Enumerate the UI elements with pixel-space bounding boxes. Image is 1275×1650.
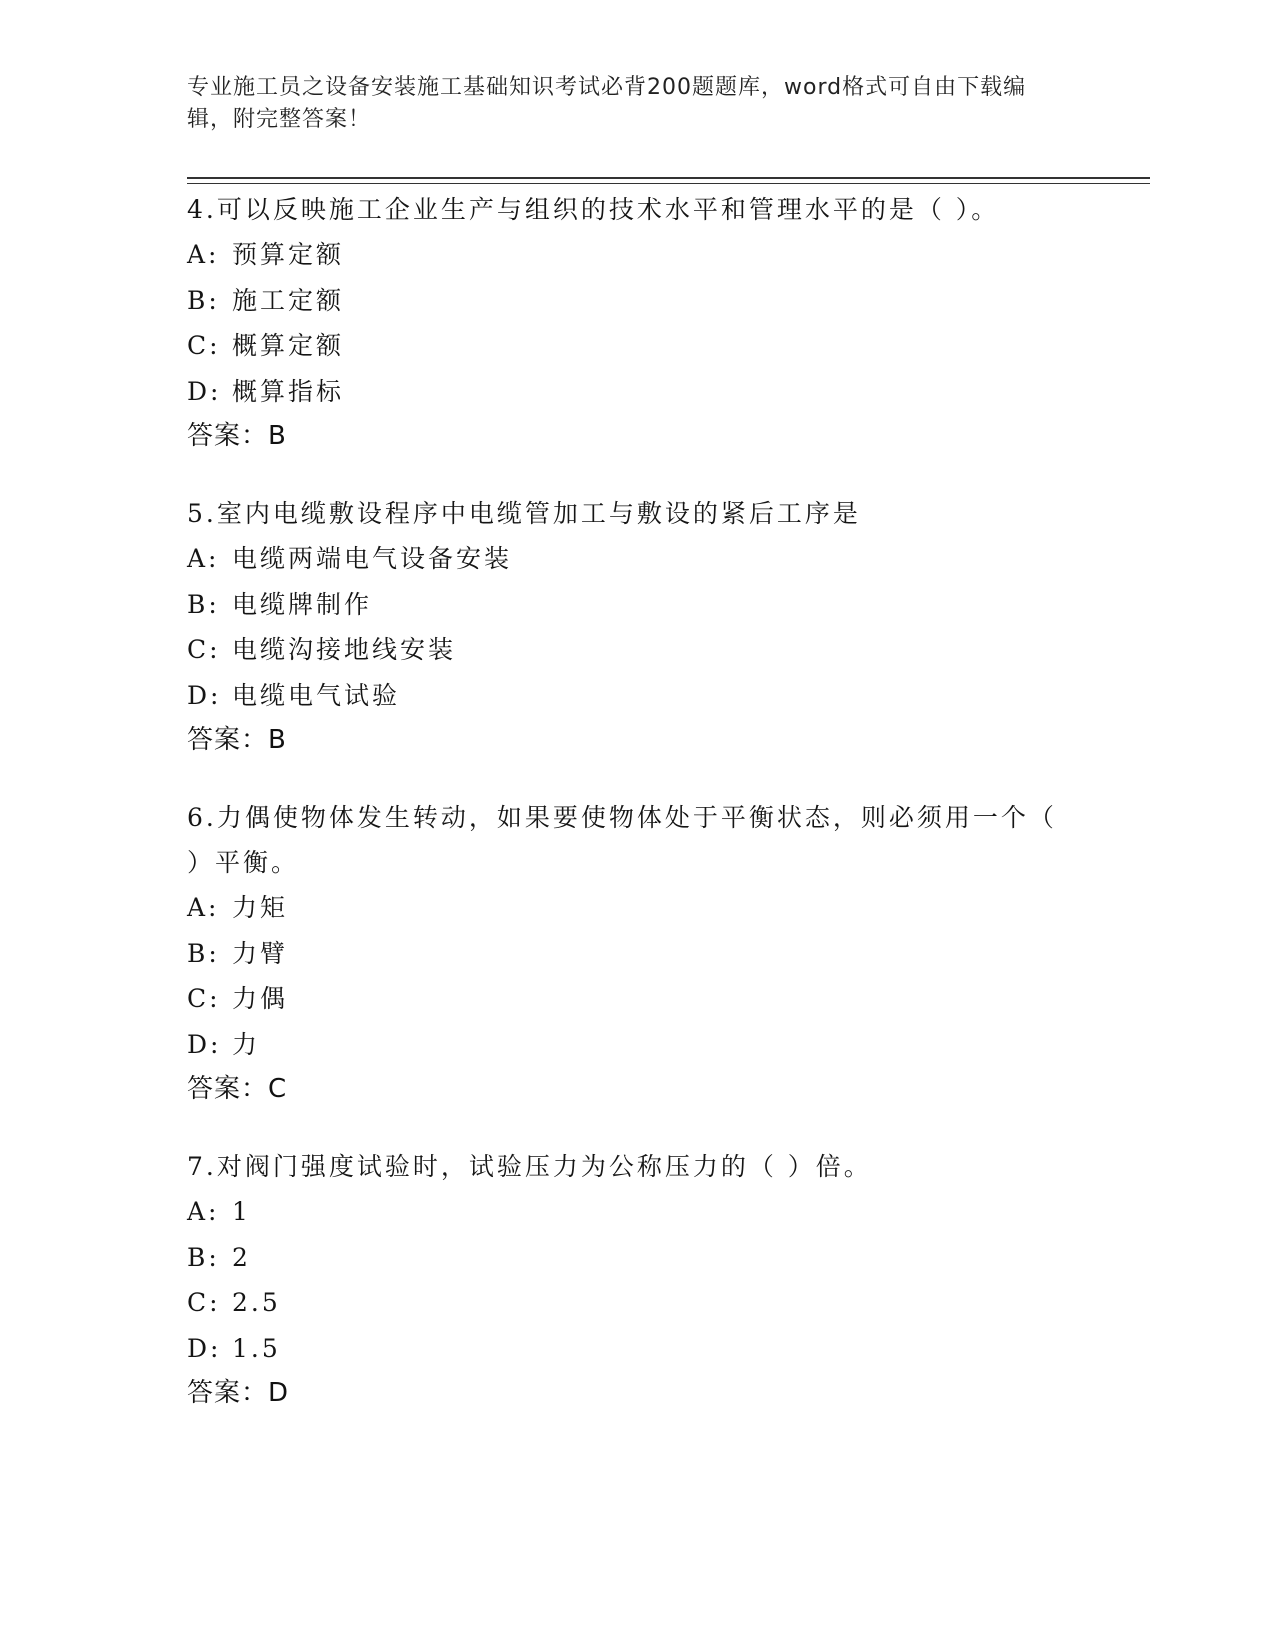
option-text: 预算定额: [232, 240, 345, 269]
option-c: [187, 976, 1067, 1022]
option-text: 力偶: [232, 984, 289, 1013]
option-letter: D:: [187, 376, 222, 406]
option-letter: D:: [187, 680, 222, 710]
option-d: [187, 673, 1067, 719]
option-a: [187, 536, 1067, 582]
option-letter: B:: [187, 938, 220, 968]
option-letter: D:: [187, 1029, 222, 1059]
question-text: 6.力偶使物体发生转动，如果要使物体处于平衡状态，则必须用一个（ ）平衡。: [187, 803, 1057, 877]
option-c: [187, 1280, 1067, 1326]
question-text: 5.室内电缆敷设程序中电缆管加工与敷设的紧后工序是: [187, 499, 861, 528]
option-letter: A:: [187, 240, 220, 269]
document-header: 专业施工员之设备安装施工基础知识考试必背200题题库，word格式可自由下载编辑，附完整答案！: [187, 75, 1027, 132]
header-divider-thin: [187, 183, 1150, 184]
option-d: [187, 1022, 1067, 1068]
question-text: 4.可以反映施工企业生产与组织的技术水平和管理水平的是（ ）。: [187, 195, 1000, 224]
question-5: [187, 491, 1067, 763]
question-text: 7.对阀门强度试验时，试验压力为公称压力的（ ）倍。: [187, 1152, 872, 1181]
option-b: [187, 582, 1067, 628]
option-b: [187, 1235, 1067, 1281]
option-text: 概算指标: [232, 376, 345, 406]
option-c: [187, 323, 1067, 369]
option-c: [187, 627, 1067, 673]
option-text: 电缆电气试验: [232, 680, 401, 710]
option-text: 施工定额: [232, 285, 345, 315]
option-text: 电缆牌制作: [232, 589, 373, 619]
option-b: [187, 278, 1067, 324]
option-letter: D:: [187, 1333, 222, 1363]
question-7: [187, 1144, 1067, 1416]
option-a: [187, 885, 1067, 931]
option-d: [187, 1326, 1067, 1372]
option-text: 概算定额: [232, 331, 345, 360]
option-letter: A:: [187, 893, 220, 922]
question-6: [187, 795, 1067, 1112]
option-text: 力: [232, 1029, 261, 1059]
option-letter: C:: [187, 635, 221, 664]
option-text: 电缆两端电气设备安装: [232, 544, 513, 573]
option-a: [187, 232, 1067, 278]
option-text: 2: [232, 1242, 251, 1272]
option-letter: B:: [187, 1242, 220, 1272]
option-text: 1.5: [232, 1333, 281, 1363]
option-text: 1: [232, 1197, 251, 1226]
answer-text: 答案：D: [187, 1378, 290, 1408]
option-text: 力矩: [232, 893, 289, 922]
option-letter: B:: [187, 285, 220, 315]
option-d: [187, 369, 1067, 415]
option-a: [187, 1189, 1067, 1235]
option-letter: A:: [187, 1197, 220, 1226]
option-letter: B:: [187, 589, 220, 619]
answer-text: 答案：B: [187, 725, 287, 755]
question-4: [187, 187, 1067, 459]
option-letter: C:: [187, 1288, 221, 1317]
header-divider: [187, 177, 1150, 179]
option-text: 电缆沟接地线安装: [232, 635, 457, 664]
answer-text: 答案：C: [187, 1074, 288, 1104]
option-letter: A:: [187, 544, 220, 573]
option-text: 力臂: [232, 938, 289, 968]
option-letter: C:: [187, 331, 221, 360]
option-text: 2.5: [232, 1288, 281, 1317]
answer-text: 答案：B: [187, 421, 287, 451]
option-letter: C:: [187, 984, 221, 1013]
option-b: [187, 931, 1067, 977]
